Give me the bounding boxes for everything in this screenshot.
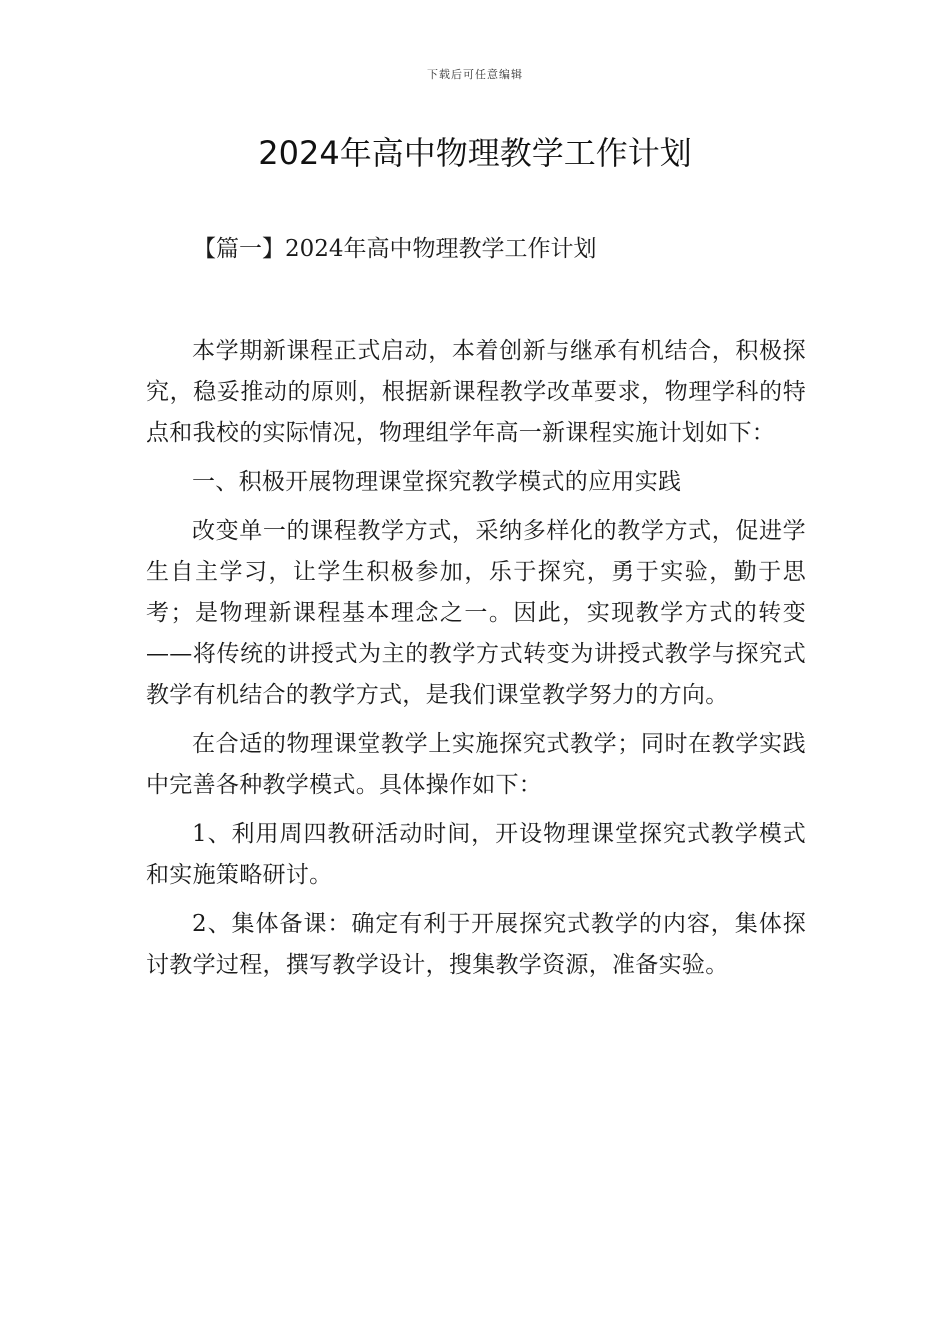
- header-note: 下载后可任意编辑: [427, 68, 523, 81]
- document-title: 2024年高中物理教学工作计划: [258, 134, 692, 172]
- paragraph-item-2: 2、集体备课：确定有利于开展探究式教学的内容，集体探讨教学过程，撰写教学设计，搜集教学资源，准备实验。: [146, 911, 806, 978]
- section-heading: 【篇一】2024年高中物理教学工作计划: [193, 236, 597, 262]
- paragraph-heading-one: 一、积极开展物理课堂探究教学模式的应用实践: [192, 469, 682, 495]
- paragraph-implementation: 在合适的物理课堂教学上实施探究式教学；同时在教学实践中完善各种教学模式。具体操作如下：: [146, 731, 806, 798]
- paragraph-item-1: 1、利用周四教研活动时间，开设物理课堂探究式教学模式和实施策略研讨。: [146, 821, 806, 888]
- paragraph-intro: 本学期新课程正式启动，本着创新与继承有机结合，积极探究，稳妥推动的原则，根据新课程教学改革要求，物理学科的特点和我校的实际情况，物理组学年高一新课程实施计划如下：: [146, 338, 806, 446]
- document-body: [146, 331, 806, 986]
- paragraph-teaching-method: 改变单一的课程教学方式，采纳多样化的教学方式，促进学生自主学习，让学生积极参加，乐于探究，勇于实验，勤于思考；是物理新课程基本理念之一。因此，实现教学方式的转变——将传统的讲授式为主的教学方式转变为讲授式教学与探究式教学有机结合的教学方式，是我们课堂教学努力的方向。: [146, 518, 806, 708]
